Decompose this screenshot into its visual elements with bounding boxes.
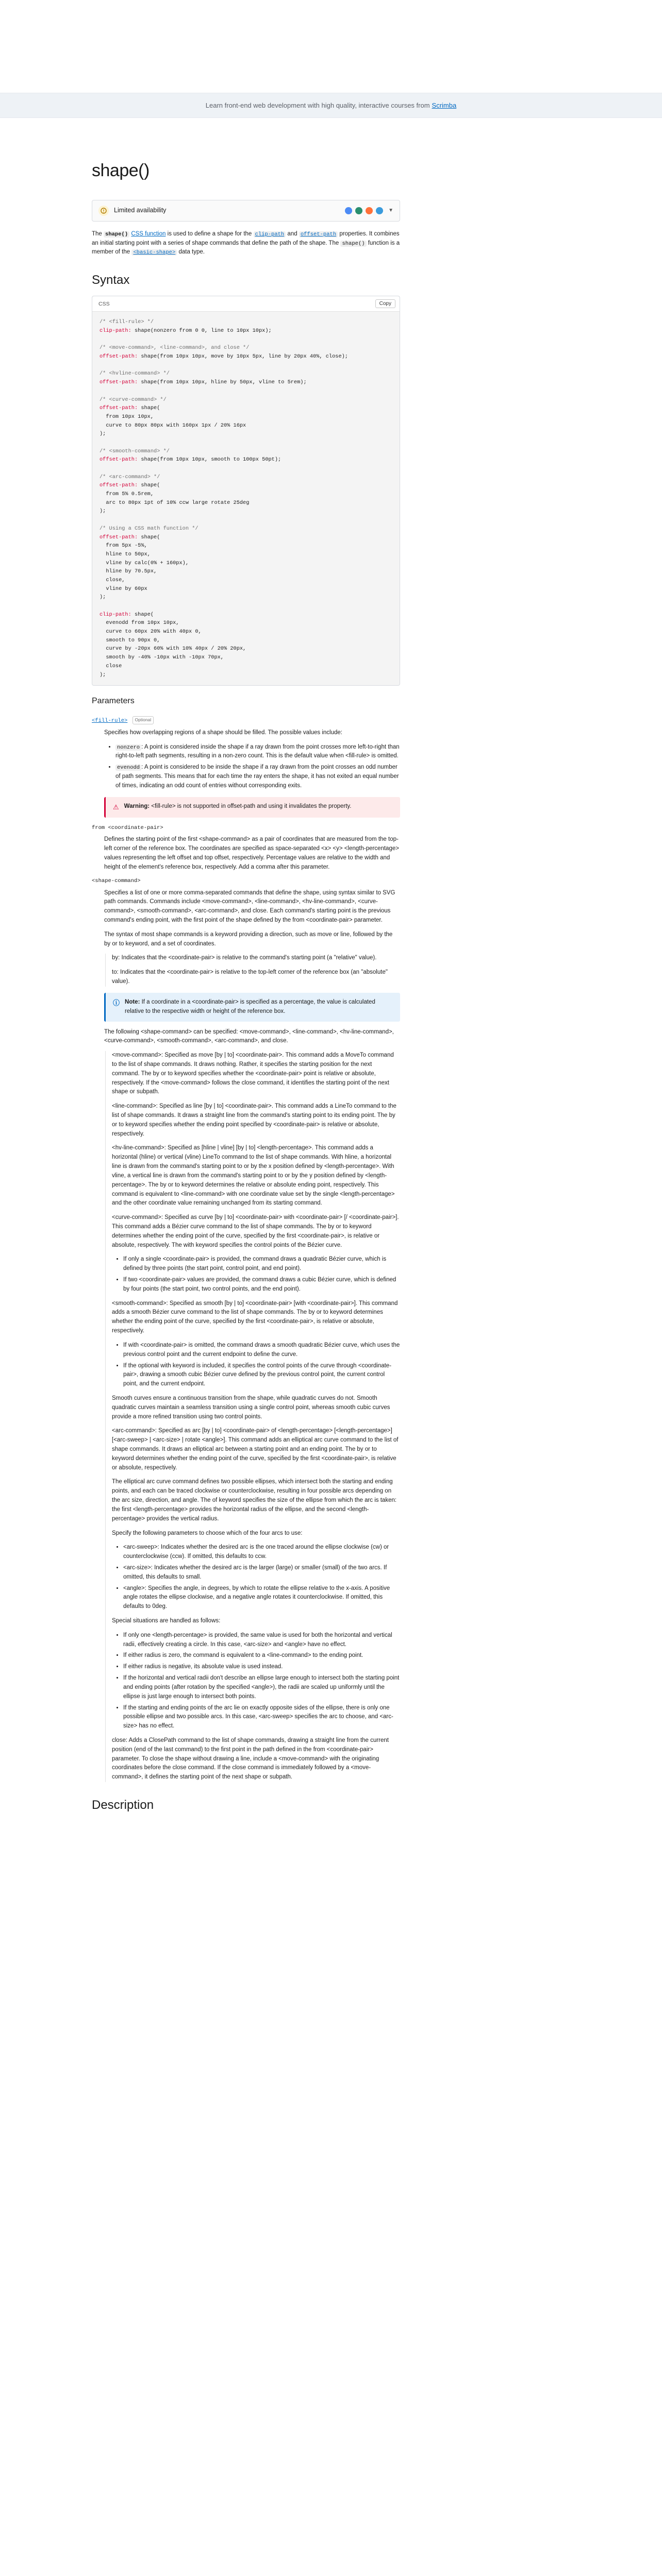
list-item: • <arc-sweep>: Indicates whether the desired arc is the one traced around the ellipse clockwise (cw) or counterclockwise (ccw). If omitted, this defaults to ccw.	[123, 1543, 400, 1562]
code-line: /* <arc-command> */	[100, 473, 160, 480]
parameters-heading: Parameters	[92, 697, 135, 706]
syntax-desc: The syntax of most shape commands is a keyword providing a direction, such as move or line, followed by the by or to keyword, and a set of coordinates.	[104, 931, 393, 947]
code-line: curve to 60px 20% with 40px 0,	[100, 629, 202, 635]
list-item: • If either radius is negative, its absolute value is used instead.	[123, 1663, 400, 1672]
availability-banner[interactable]	[92, 200, 400, 222]
top-spacer	[0, 0, 662, 93]
code-line: );	[100, 671, 106, 678]
intro-paragraph: The shape() CSS function is used to define a shape for the clip-path and offset-path properties. It combines an initial starting point with a series of shape commands that define the path of the shape. The shape() function is a member of the <basic-shape> data type.	[92, 230, 400, 256]
edge-icon	[355, 207, 362, 214]
close-command-desc: close: Adds a ClosePath command to the list of shape commands, drawing a straight line from the current position (end of the last command) to the first point in the path defined in the from <coordinate-pair> parameter. To close the shape without drawing a line, include a <move-command> with the originating coordinates before the close command. If the close command is immediately followed by a <move-command>, it defines the starting point of the next shape or subpath.	[112, 1737, 389, 1781]
list-item: • <arc-size>: Indicates whether the desired arc is the larger (large) or smaller (small) of the two arcs. If omitted, this defaults to small.	[123, 1564, 400, 1582]
fill-rule-desc: Specifies how overlapping regions of a shape should be filled. The possible values include:	[104, 729, 342, 736]
code-line: clip-path: shape(	[100, 611, 154, 618]
line-command-desc: <line-command>: Specified as line [by | to] <coordinate-pair>. This command adds a LineTo command to the list of shape commands. It draws a straight line from the command's starting point to its ending point. The by or to keyword specifies whether the ending point specified by <coordinate-pair> is relative or absolute, respectively.	[112, 1103, 396, 1137]
code-line: /* <hvline-command> */	[100, 370, 170, 377]
code-content[interactable]	[92, 312, 400, 685]
code-line: offset-path: shape(	[100, 482, 160, 489]
firefox-icon	[366, 207, 373, 214]
css-function-link[interactable]: CSS function	[131, 230, 166, 237]
smooth-command-desc: <smooth-command>: Specified as smooth [by | to] <coordinate-pair> [with <coordinate-pair>]. This command adds a smooth Bézier curve command to the list of shape commands. The by or to keyword determines whether the ending point of the curve, specified by the first <coordinate-pair>, is relative or absolute, respectively.	[112, 1300, 398, 1334]
warning-callout: ⚠ Warning: <fill-rule> is not supported in offset-path and using it invalidates the property.	[104, 797, 400, 818]
code-line: /* <curve-command> */	[100, 396, 167, 403]
warning-icon: ⚠	[113, 803, 119, 811]
code-line: );	[100, 508, 106, 515]
info-icon: ⓘ	[113, 998, 120, 1007]
arc-choose: Specify the following parameters to choose which of the four arcs to use:	[112, 1530, 303, 1536]
code-line: hline by 70.5px,	[100, 568, 157, 575]
following-desc: The following <shape-command> can be specified: <move-command>, <line-command>, <hv-line-command>, <curve-command>, <smooth-command>, <arc-command>, and close.	[104, 1028, 394, 1044]
syntax-heading: Syntax	[92, 273, 130, 287]
list-item: • If the starting and ending points of the arc lie on exactly opposite sides of the ellipse, there is only one possible ellipse and two possible arcs. In this case, <arc-sweep> specifies the arc to choose, and <arc-size> has no effect.	[123, 1704, 400, 1731]
chrome-icon	[345, 207, 352, 214]
description-heading: Description	[92, 1798, 154, 1812]
promo-banner	[0, 93, 662, 118]
code-line: evenodd from 10px 10px,	[100, 620, 179, 626]
from-term: from <coordinate-pair>	[92, 824, 163, 831]
list-item: • evenodd : A point is considered to be inside the shape if a ray drawn from the point crosses an odd number of path segments. This means that for each time the ray enters the shape, it has not exited an equal number of times, indicating an odd count of entries without corresponding exits.	[115, 763, 400, 790]
code-line: close,	[100, 577, 125, 583]
fill-rule-link[interactable]: <fill-rule>	[92, 717, 128, 724]
list-item: • If two <coordinate-pair> values are provided, the command draws a cubic Bézier curve, which is defined by four points (the start point, two control points, and the end point).	[123, 1276, 400, 1294]
banner-link[interactable]: Scrimba	[432, 101, 457, 109]
code-line: hline to 50px,	[100, 551, 151, 557]
code-line	[100, 602, 392, 611]
page-title: shape()	[92, 161, 150, 180]
clip-path-link[interactable]: clip-path	[254, 231, 286, 237]
code-line: clip-path: shape(nonzero from 0 0, line to 10px 10px);	[100, 328, 272, 334]
code-line: /* <fill-rule> */	[100, 319, 154, 326]
code-line	[100, 335, 392, 344]
list-item: • If with <coordinate-pair> is omitted, the command draws a smooth quadratic Bézier curve, which uses the previous control point and the current endpoint to define the curve.	[123, 1341, 400, 1360]
code-line: from 5px -5%,	[100, 543, 147, 549]
copy-button[interactable]: Copy	[375, 299, 395, 308]
basic-shape-link[interactable]: <basic-shape>	[131, 249, 177, 255]
code-language-label: CSS	[98, 300, 110, 307]
code-line: /* <move-command>, <line-command>, and close */	[100, 345, 250, 351]
code-line: offset-path: shape(	[100, 534, 160, 540]
curve-command-desc: <curve-command>: Specified as curve [by | to] <coordinate-pair> with <coordinate-pair> [/ <coordinate-pair>]. This command adds a Bézier curve command to the list of shape commands. The by or to keyword determines whether the ending point of the curve, specified by the first <coordinate-pair>, is relative or absolute, respectively. The with keyword specifies the control points of the Bézier curve.	[112, 1214, 399, 1248]
syntax-code-block	[92, 296, 400, 686]
move-command-desc: <move-command>: Specified as move [by | to] <coordinate-pair>. This command adds a MoveTo command to the list of shape commands. It draws nothing. Rather, it specifies the starting position for the next command. The by or to keyword specifies whether the <coordinate-pair> point is relative or absolute, respectively. If the <move-command> follows the close command, it identifies the starting point of the next shape or subpath.	[112, 1052, 394, 1095]
code-line: );	[100, 431, 106, 437]
hvline-command-desc: <hv-line-command>: Specified as [hline | vline] [by | to] <length-percentage>. This command adds a horizontal (hline) or vertical (vline) LineTo command to the list of shape commands. With hline, a horizontal line is drawn from the command's starting point to or by the x position defined by <length-percentage>. With vline, a vertical line is drawn from the command's starting point to or by the y position defined by <length-percentage>. The by or to keyword determines the relative or absolute ending point, respectively. This command is equivalent to <line-command> with one coordinate value set by the single <length-percentage> and the other coordinate value remaining unchanged from its starting command.	[112, 1145, 395, 1207]
fill-rule-term	[92, 716, 400, 725]
arc-command-desc-2: The elliptical arc curve command defines two possible ellipses, which intersect both the starting and ending points, and each can be traced clockwise or counterclockwise, resulting in four possible arcs depending on the arc size, direction, and angle. The of keyword specifies the size of the ellipse from which the arc is taken: the first <length-percentage> provides the horizontal radius of the ellipse, and the second <length-percentage> provides the vertical radius.	[112, 1479, 397, 1522]
code-line: curve by -20px 60% with 10% 40px / 20% 20px,	[100, 646, 246, 652]
code-line: offset-path: shape(from 10px 10px, hline by 50px, vline to 5rem);	[100, 379, 307, 386]
code-line: offset-path: shape(from 10px 10px, smooth to 100px 50pt);	[100, 456, 282, 463]
code-line: );	[100, 594, 106, 601]
code-line	[100, 387, 392, 396]
list-item: • If either radius is zero, the command is equivalent to a <line-command> to the ending point.	[123, 1651, 400, 1660]
code-line: offset-path: shape(	[100, 405, 160, 412]
code-line: arc to 80px 1pt of 10% ccw large rotate 25deg	[100, 499, 250, 506]
note-callout: ⓘ Note: If a coordinate in a <coordinate-pair> is specified as a percentage, the value is calculated relative to the respective width or height of the reference box.	[104, 993, 400, 1022]
code-line: /* <smooth-command> */	[100, 448, 170, 454]
code-line: smooth by -40% -10px with -10px 70px,	[100, 654, 224, 661]
code-line: smooth to 90px 0,	[100, 637, 160, 643]
banner-text: Learn front-end web development with high quality, interactive courses from	[205, 101, 430, 109]
list-item: • <angle>: Specifies the angle, in degrees, by which to rotate the ellipse relative to the x-axis. A positive angle rotates the ellipse clockwise, and a negative angle rotates it counterclockwise. If omitted, this defaults to 0deg.	[123, 1584, 400, 1612]
article	[92, 157, 400, 1821]
list-item: • If the horizontal and vertical radii don't describe an ellipse large enough to intersect both the starting point and ending points (after rotation by the specified <angle>), the radii are scaled up uniformly until the ellipse is just large enough to intersect both points.	[123, 1674, 400, 1701]
code-line: from 5% 0.5rem,	[100, 491, 154, 498]
by-desc: by: Indicates that the <coordinate-pair> is relative to the command's starting point (a "relative" value).	[112, 955, 377, 961]
code-line	[100, 361, 392, 370]
arc-command-desc: <arc-command>: Specified as arc [by | to] <coordinate-pair> of <length-percentage> [<length-percentage>] [<arc-sweep> | <arc-size> | rotate <angle>]. This command adds an elliptical arc curve command to the list of shape commands. It draws an elliptical arc between a starting point and an ending point. The by or to keyword determines whether the ending point of the curve, specified by the first <coordinate-pair>, is relative or absolute, respectively.	[112, 1428, 399, 1471]
code-line: vline by calc(0% + 160px),	[100, 560, 189, 566]
from-desc: Defines the starting point of the first <shape-command> as a pair of coordinates that are measured from the top-left corner of the reference box. The coordinates are specified as space-separated <x> <y> <length-percentage> values representing the left offset and top offset, respectively. Percentage values are relative to the width and height of the element's reference box, respectively. Add a comma after this parameter.	[104, 836, 399, 870]
optional-badge: Optional	[133, 716, 154, 724]
code-line: /* Using a CSS math function */	[100, 525, 198, 532]
list-item: • If only one <length-percentage> is provided, the same value is used for both the horizontal and vertical radii, effectively creating a circle. In this case, <arc-size> and <angle> have no effect.	[123, 1631, 400, 1650]
code-line: offset-path: shape(from 10px 10px, move by 10px 5px, line by 20px 40%, close);	[100, 353, 348, 360]
chevron-down-icon[interactable]: ▼	[388, 207, 393, 213]
code-line: vline by 60px	[100, 585, 147, 592]
safari-icon	[376, 207, 383, 214]
list-item: • If the optional with keyword is included, it specifies the control points of the curve through <coordinate-pair>, drawing a smooth cubic Bézier curve defined by the previous control point, the current control point, and the current endpoint.	[123, 1362, 400, 1389]
shape-command-term: <shape-command>	[92, 878, 141, 885]
smooth-note: Smooth curves ensure a continuous transition from the shape, while quadratic curves do not. Smooth quadratic curves maintain a seamless transition using a single control point, whereas smooth cubic curves provide a more refined transition using two control points.	[112, 1395, 390, 1420]
special-desc: Special situations are handled as follows:	[112, 1618, 221, 1624]
offset-path-link[interactable]: offset-path	[299, 231, 338, 237]
availability-label: Limited availability	[114, 207, 167, 214]
list-item: • nonzero : A point is considered inside the shape if a ray drawn from the point crosses more left-to-right than right-to-left path segments, resulting in a non-zero count. This is the default value when <fill-rule> is omitted.	[115, 743, 400, 761]
code-line	[100, 464, 392, 473]
code-line: close	[100, 663, 122, 669]
code-line	[100, 516, 392, 524]
code-line	[100, 438, 392, 447]
code-line: curve to 80px 80px with 160px 1px / 20% 16px	[100, 422, 246, 429]
to-desc: to: Indicates that the <coordinate-pair> is relative to the top-left corner of the reference box (an "absolute" value).	[112, 969, 388, 985]
shape-command-desc: Specifies a list of one or more comma-separated commands that define the shape, using syntax similar to SVG path commands. Commands include <move-command>, <line-command>, <hv-line-command>, <curve-command>, <smooth-command>, <arc-command>, and close. Each command's starting point is the previous command's ending point, with the first point of the shape defined by the from <coordinate-pair> parameter.	[104, 889, 395, 924]
list-item: • If only a single <coordinate-pair> is provided, the command draws a quadratic Bézier curve, which is defined by three points (the start point, control point, and end point).	[123, 1255, 400, 1274]
limited-availability-icon	[98, 206, 109, 216]
code-line: from 10px 10px,	[100, 413, 154, 420]
